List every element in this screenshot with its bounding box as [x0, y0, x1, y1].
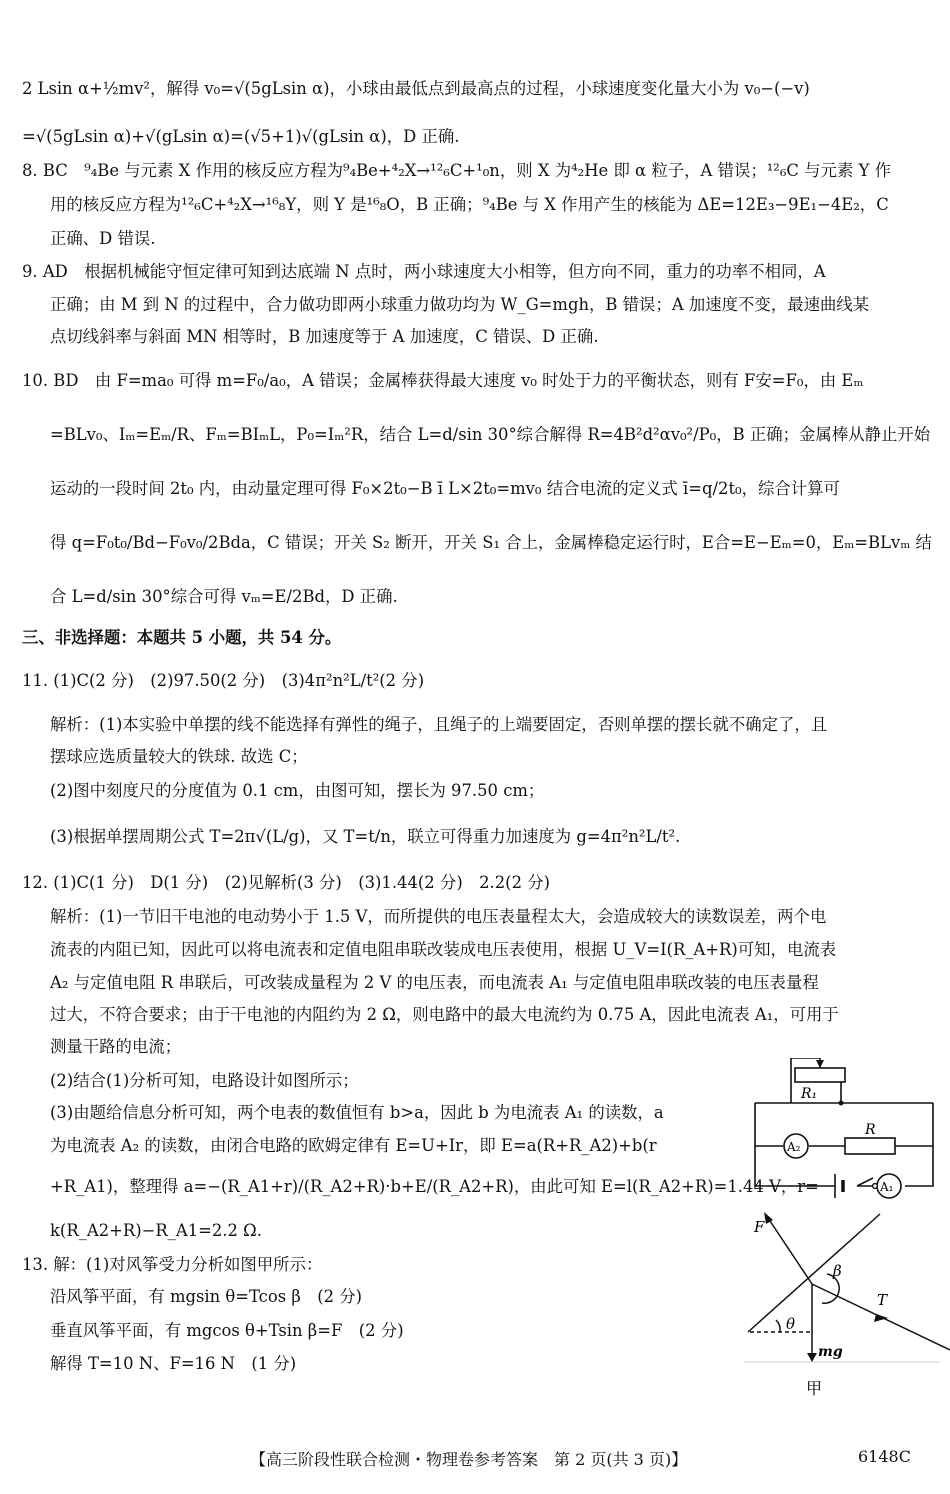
force-f-label: F	[754, 1218, 765, 1236]
text-line: 沿风筝平面，有 mgsin θ=Tcos β (2 分)	[50, 1287, 363, 1306]
text-line: =BLv₀、Iₘ=Eₘ/R、Fₘ=BIₘL，P₀=Iₘ²R，结合 L=d/sin 30°综合解得 R=4B²d²αv₀²/P₀，B 正确；金属棒从静止开始	[50, 425, 931, 444]
text-line: 11. (1)C(2 分) (2)97.50(2 分) (3)4π²n²L/t²(2 分)	[22, 671, 425, 690]
text-line: 9. AD 根据机械能守恒定律可知到达底端 N 点时，两小球速度大小相等，但方向不同，重力的功率不相同，A	[22, 262, 826, 281]
text-line: 12. (1)C(1 分) D(1 分) (2)见解析(3 分) (3)1.44(2 分) 2.2(2 分)	[22, 873, 550, 892]
text-line: 得 q=F₀t₀/Bd−F₀v₀/2Bda，C 错误；开关 S₂ 断开，开关 S₁ 合上，金属棒稳定运行时，E合=E−Eₘ=0，Eₘ=BLvₘ 结	[50, 533, 932, 552]
text-line: 解析：(1)一节旧干电池的电动势小于 1.5 V，而所提供的电压表量程太大，会造成较大的读数误差，两个电	[50, 907, 827, 926]
tension-t-label: T	[877, 1291, 888, 1309]
section-heading: 三、非选择题：本题共 5 小题，共 54 分。	[22, 628, 342, 647]
text-line: 8. BC ⁹₄Be 与元素 X 作用的核反应方程为⁹₄Be+⁴₂X→¹²₆C+¹₀n，则 X 为⁴₂He 即 α 粒子，A 错误；¹²₆C 与元素 Y 作	[22, 161, 891, 180]
text-line: +R_A1)，整理得 a=−(R_A1+r)/(R_A2+R)·b+E/(R_A2+R)，由此可知 E=l(R_A2+R)=1.44 V，r=	[50, 1177, 819, 1196]
force-diagram	[740, 1210, 950, 1400]
figure-caption: 甲	[806, 1379, 823, 1398]
text-line: 2 Lsin α+½mv²，解得 v₀=√(5gLsin α)，小球由最低点到最高点的过程，小球速度变化量大小为 v₀−(−v)	[22, 79, 810, 98]
page-footer: 【高三阶段性联合检测・物理卷参考答案 第 2 页(共 3 页)】	[250, 1450, 688, 1469]
text-line: 正确；由 M 到 N 的过程中，合力做功即两小球重力做功均为 W_G=mgh，B 错误；A 加速度不变，最速曲线某	[50, 295, 870, 314]
weight-mg-label: mg	[818, 1344, 843, 1360]
text-line: 运动的一段时间 2t₀ 内，由动量定理可得 F₀×2t₀−B ī L×2t₀=mv₀ 结合电流的定义式 ī=q/2t₀，综合计算可	[50, 479, 840, 498]
resistor-r-label: R	[865, 1122, 876, 1138]
text-line: A₂ 与定值电阻 R 串联后，可改装成量程为 2 V 的电压表，而电流表 A₁ 与定值电阻串联改装的电压表量程	[50, 973, 819, 992]
text-line: 用的核反应方程为¹²₆C+⁴₂X→¹⁶₈Y，则 Y 是¹⁶₈O，B 正确；⁹₄Be 与 X 作用产生的核能为 ΔE=12E₃−9E₁−4E₂，C	[50, 195, 889, 214]
text-line: (2)图中刻度尺的分度值为 0.1 cm，由图可知，摆长为 97.50 cm；	[50, 781, 545, 800]
text-line: =√(5gLsin α)+√(gLsin α)=(√5+1)√(gLsin α)，D 正确.	[22, 127, 460, 146]
text-line: 流表的内阻已知，因此可以将电流表和定值电阻串联改装成电压表使用，根据 U_V=I(R_A+R)可知，电流表	[50, 940, 837, 959]
text-line: 合 L=d/sin 30°综合可得 vₘ=E/2Bd，D 正确.	[50, 587, 398, 606]
paper-code: 6148C	[858, 1447, 911, 1466]
angle-beta-label: β	[833, 1262, 842, 1280]
text-line: (2)结合(1)分析可知，电路设计如图所示；	[50, 1071, 359, 1090]
circuit-diagram	[745, 1058, 945, 1200]
text-line: (3)由题给信息分析可知，两个电表的数值恒有 b>a，因此 b 为电流表 A₁ 的读数，a	[50, 1103, 664, 1122]
text-line: 测量干路的电流；	[50, 1037, 182, 1056]
text-line: 点切线斜率与斜面 MN 相等时，B 加速度等于 A 加速度，C 错误、D 正确.	[50, 327, 599, 346]
text-line: (3)根据单摆周期公式 T=2π√(L/g)，又 T=t/n，联立可得重力加速度为 g=4π²n²L/t².	[50, 827, 681, 846]
text-line: 摆球应选质量较大的铁球. 故选 C；	[50, 747, 308, 766]
text-line: 解析：(1)本实验中单摆的线不能选择有弹性的绳子，且绳子的上端要固定，否则单摆的摆长就不确定了，且	[50, 715, 828, 734]
ammeter-a1-label: A₁	[880, 1180, 894, 1194]
text-line: 10. BD 由 F=ma₀ 可得 m=F₀/a₀，A 错误；金属棒获得最大速度 v₀ 时处于力的平衡状态，则有 F安=F₀，由 Eₘ	[22, 371, 864, 390]
angle-theta-label: θ	[786, 1315, 796, 1333]
r1-label: R₁	[801, 1086, 818, 1102]
text-line: k(R_A2+R)−R_A1=2.2 Ω.	[50, 1221, 262, 1240]
text-line: 垂直风筝平面，有 mgcos θ+Tsin β=F (2 分)	[50, 1321, 404, 1340]
text-line: 13. 解：(1)对风筝受力分析如图甲所示：	[22, 1255, 323, 1274]
text-line: 过大，不符合要求；由于干电池的内阻约为 2 Ω，则电路中的最大电流约为 0.75 A，因此电流表 A₁，可用于	[50, 1005, 839, 1024]
text-line: 为电流表 A₂ 的读数，由闭合电路的欧姆定律有 E=U+Ir，即 E=a(R+R_A2)+b(r	[50, 1136, 657, 1155]
text-line: 正确、D 错误.	[50, 229, 156, 248]
text-line: 解得 T=10 N、F=16 N (1 分)	[50, 1354, 297, 1373]
ammeter-a2-label: A₂	[787, 1140, 801, 1154]
